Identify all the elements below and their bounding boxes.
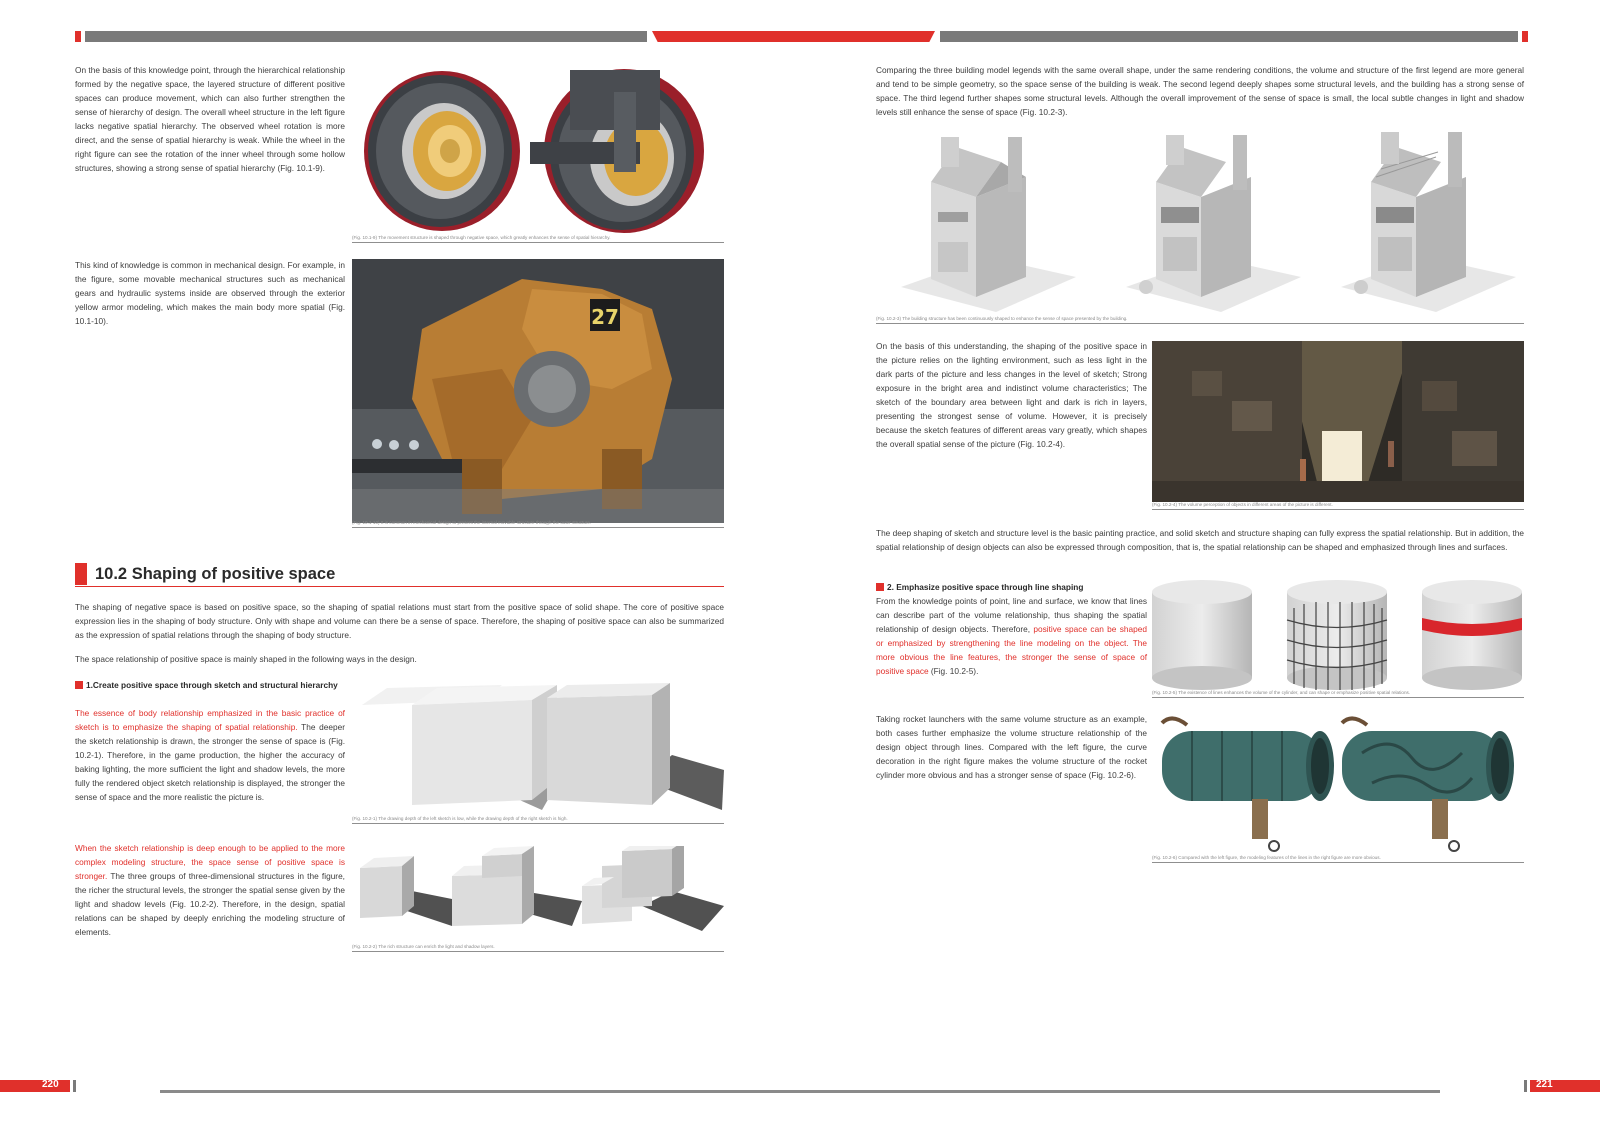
cube-low-detail-image	[362, 685, 562, 810]
cylinder-plain-image	[1152, 580, 1252, 690]
section-heading-bar	[75, 563, 87, 585]
structure-levels-caption: (Fig. 10.2-2) The rich structure can enrich the light and shadow layers.	[352, 944, 724, 952]
corridor-caption: (Fig. 10.2-4) The volume perception of objects in different areas of the picture is different.	[1152, 502, 1524, 510]
wheel-figure	[352, 62, 724, 240]
cylinder-gridlines-image	[1287, 580, 1387, 690]
subheading-2-text: 2. Emphasize positive space through line shaping	[887, 582, 1084, 592]
cylinder-red-band-image	[1422, 580, 1522, 690]
mech-robot-figure	[352, 259, 724, 523]
positive-space-ways: The space relationship of positive space is mainly shaped in the following ways in the design.	[75, 654, 417, 664]
complex-block-image	[582, 846, 724, 931]
building-figure	[876, 127, 1524, 322]
top-bar-gray-left	[85, 31, 647, 42]
rocket-launcher-caption: (Fig. 10.2-6) Compared with the left figure, the modeling features of the lines in the right figure are more obvious.	[1152, 855, 1524, 863]
cylinder-caption: (Fig. 10.2-5) The existence of lines enhances the volume of the cylinder, and can shape or emphasize positive spatial relations.	[1152, 690, 1524, 698]
composition-paragraph: The deep shaping of sketch and structure level is the basic painting practice, and solid sketch and structure shaping can fully express the spatial relationship. But in addition, the spatial relationship of design objects can also be expressed through composition, that is, the spatial relationship can be shaped and emphasized through lines and surfaces.	[876, 528, 1524, 552]
sketch-paragraph	[75, 706, 345, 804]
line-shaping-highlight: positive space can be shaped or emphasized by strengthening the line modeling on the object. The more obvious the line features, the stronger the sense of space of positive space	[876, 624, 1148, 676]
mech-caption: (Fig. 10.1-10) It is common in mechanical design to present the internal movable structure through the outer structure.	[352, 520, 724, 528]
subheading-1-marker	[75, 681, 83, 689]
cylinder-figure	[1152, 580, 1524, 690]
subheading-1	[75, 678, 345, 692]
rocket-launcher-plain-image	[1162, 718, 1334, 851]
subheading-2	[876, 580, 1147, 594]
cube-sketch-caption: (Fig. 10.2-1) The drawing depth of the left sketch is low, while the drawing depth of the right sketch is high.	[352, 816, 724, 824]
structure-levels-figure	[352, 846, 724, 946]
subheading-2-marker	[876, 583, 884, 591]
lighting-paragraph: On the basis of this understanding, the shaping of the positive space in the picture relies on the lighting environment, such as less light in the dark parts of the picture and less changes in the level of sketch; Strong exposure in the bright area and indistinct volume characteristics; The sketch of the boundary area between light and dark is rich in layers, presenting the strongest sense of volume. However, it is precisely because the sketch features of different areas vary greatly, which shapes the overall spatial sense of the picture (Fig. 10.2-4).	[876, 341, 1147, 449]
line-shaping-paragraph	[876, 594, 1147, 678]
cube-high-detail-image	[547, 683, 724, 810]
cube-sketch-figure	[352, 680, 724, 815]
page-number-right: 221	[1536, 1079, 1553, 1090]
rocket-paragraph: Taking rocket launchers with the same volume structure as an example, both cases further emphasize the volume structure relationship of the design object through lines. Compared with the left figure, the curve decoration in the right figure makes the volume structure of the rocket cylinder more obvious and has a stronger sense of space (Fig. 10.2-6).	[876, 714, 1147, 780]
robot-number-label: 27	[591, 305, 619, 329]
section-heading	[75, 563, 724, 587]
building-paragraph: Comparing the three building model legends with the same overall shape, under the same rendering conditions, the volume and structure of the first legend are more general and tend to be simple geometry, so the space sense of the building is weak. The second legend deeply shapes some structural levels, and the building has a strong sense of space. The third legend further shapes some structural levels. Although the overall improvement of the sense of space is small, the local subtle changes in light and shadow levels still enhance the sense of space (Fig. 10.2-3).	[876, 65, 1524, 117]
simple-block-image	[360, 856, 462, 926]
subheading-1-text: 1.Create positive space through sketch and structural hierarchy	[86, 680, 338, 690]
complex-structure-rest: The three groups of three-dimensional structures in the figure, the richer the structural levels, the stronger the spatial sense given by the light and shadow levels (Fig. 10.2-2). Therefore, in the design, spatial relations can be shaped by deeply enriching the modeling structure of elements.	[75, 871, 345, 937]
stepped-block-image	[452, 846, 582, 926]
building-detailed-image	[1341, 132, 1516, 312]
positive-space-intro: The shaping of negative space is based on positive space, so the shaping of spatial relations must start from the positive space of solid shape. The core of positive space expression lies in the shaping of body structure. Only with shape and volume can there be a sense of space. Therefore, the shaping of positive space can also be summarized as the expression of spatial relations through the shaping of body structure.	[75, 602, 724, 640]
building-caption: (Fig. 10.2-3) The building structure has been continuously shaped to enhance the sense of space presented by the building.	[876, 316, 1524, 324]
section-heading-title: 10.2 Shaping of positive space	[95, 565, 336, 583]
building-medium-image	[1126, 135, 1301, 312]
mech-paragraph: This kind of knowledge is common in mechanical design. For example, in the figure, some movable mechanical structures such as mechanical gears and hydraulic systems inside are observed through the exterior yellow armor modeling, which makes the main body more spatial (Fig. 10.1-10).	[75, 260, 345, 326]
footer-left-gray-mark	[73, 1080, 76, 1092]
sketch-paragraph-highlight: The essence of body relationship emphasized in the basic practice of sketch is to emphasize the shaping of spatial relationship.	[75, 708, 345, 732]
rocket-launcher-figure	[1152, 713, 1524, 855]
wheel-paragraph: On the basis of this knowledge point, through the hierarchical relationship formed by the negative space, the layered structure of different positive spaces can produce movement, which can also further strengthen the sense of hierarchy of design. The overall wheel structure in the left figure lacks negative spatial hierarchy. The observed wheel rotation is more direct, and the sense of spatial hierarchy is weak. While the wheel in the right figure can see the rotation of the inner wheel through some hollow structures, showing a strong sense of spatial hierarchy (Fig. 10.1-9).	[75, 65, 345, 173]
wheel-left-image	[364, 71, 520, 231]
sketch-paragraph-rest: The deeper the sketch relationship is drawn, the stronger the sense of space is (Fig. 10.2-1). Therefore, in the game production, the higher the accuracy of baking lighting, the more sufficient the light and shadow levels, the more fully the rendered object sketch relationship is displayed, the stronger the sense of space and the more realistic the picture is.	[75, 722, 345, 802]
wheel-right-image	[530, 69, 704, 233]
corridor-figure	[1152, 341, 1524, 502]
line-shaping-text-b: (Fig. 10.2-5).	[928, 666, 979, 676]
top-bar-red-mark-left	[75, 31, 81, 42]
wheel-caption: (Fig. 10.1-9) The movement structure is shaped through negative space, which greatly enhances the sense of spatial hierarchy.	[352, 235, 724, 243]
line-shaping-text-a: From the knowledge points of point, line and surface, we know that lines can describe part of the volume relationship, thus shaping the spatial relationship of design objects. Therefore,	[876, 596, 1147, 634]
top-bar-red-slant	[652, 31, 935, 42]
page-number-left: 220	[42, 1079, 59, 1090]
building-simple-image	[901, 137, 1076, 312]
top-bar-gray-right	[940, 31, 1518, 42]
footer-center-line	[160, 1090, 1440, 1093]
complex-structure-highlight: When the sketch relationship is deep enough to be applied to the more complex modeling structure, the space sense of positive space is stronger.	[75, 843, 345, 881]
top-bar-red-mark-right	[1522, 31, 1528, 42]
footer-left-red-tab	[0, 1080, 70, 1092]
rocket-launcher-ornate-image	[1342, 718, 1514, 851]
complex-structure-paragraph	[75, 841, 345, 939]
footer-right-gray-mark	[1524, 1080, 1527, 1092]
